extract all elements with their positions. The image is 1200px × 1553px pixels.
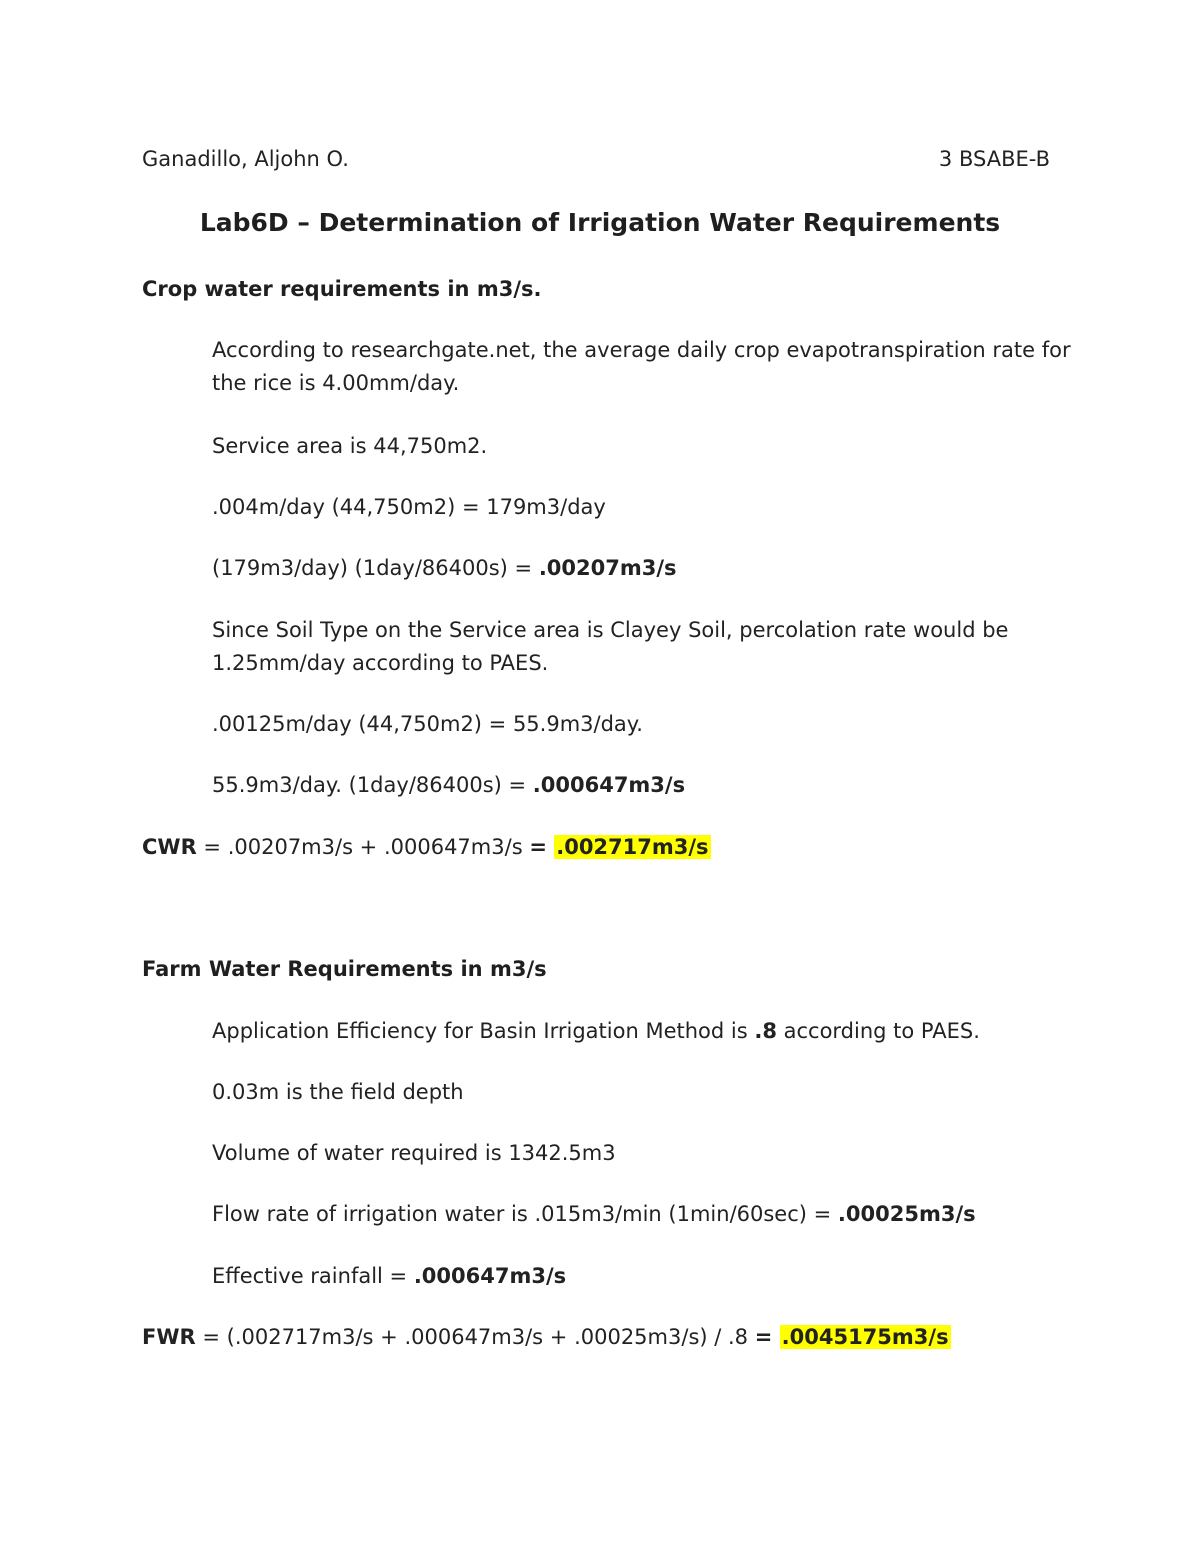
crop-percolation-conversion (212, 773, 685, 798)
cwr-equals: = (529, 835, 555, 859)
farm-effective-rainfall (212, 1264, 566, 1289)
farm-efficiency-text: Application Efficiency for Basin Irrigation Method is (212, 1019, 755, 1043)
fwr-label: FWR (142, 1325, 196, 1349)
farm-flow-rate (212, 1202, 976, 1227)
class-section: 3 BSABE-B (938, 147, 1050, 171)
cwr-label: CWR (142, 835, 197, 859)
farm-rainfall-label: Effective rainfall = (212, 1264, 414, 1288)
farm-flow-expression: Flow rate of irrigation water is .015m3/min (1min/60sec) = (212, 1202, 838, 1226)
crop-percolation-expression: 55.9m3/day. (1day/86400s) = (212, 773, 533, 797)
crop-heading: Crop water requirements in m3/s. (142, 277, 542, 301)
fwr-formula (142, 1325, 951, 1350)
farm-application-efficiency (212, 1019, 980, 1044)
student-name: Ganadillo, Aljohn O. (142, 147, 349, 171)
fwr-result: .0045175m3/s (781, 1325, 949, 1349)
crop-paragraph-percolation: Since Soil Type on the Service area is Clayey Soil, percolation rate would be 1.25mm/day according to PAES. (212, 618, 1009, 675)
crop-flow-expression: (179m3/day) (1day/86400s) = (212, 556, 539, 580)
crop-paragraph-et: According to researchgate.net, the average daily crop evapotranspiration rate for the rice is 4.00mm/day. (212, 338, 1071, 395)
crop-service-area: Service area is 44,750m2. (212, 434, 488, 458)
farm-flow-result: .00025m3/s (837, 1202, 976, 1226)
crop-percolation-volume: .00125m/day (44,750m2) = 55.9m3/day. (212, 712, 643, 736)
crop-flow-result: .00207m3/s (538, 556, 677, 580)
crop-flow-conversion (212, 556, 677, 581)
crop-daily-volume: .004m/day (44,750m2) = 179m3/day (212, 495, 606, 519)
cwr-result: .002717m3/s (556, 835, 709, 859)
cwr-expression: = .00207m3/s + .000647m3/s (196, 835, 530, 859)
fwr-equals: = (754, 1325, 780, 1349)
farm-rainfall-result: .000647m3/s (413, 1264, 567, 1288)
farm-heading: Farm Water Requirements in m3/s (142, 957, 547, 981)
crop-percolation-result: .000647m3/s (532, 773, 686, 797)
farm-efficiency-tail: according to PAES. (776, 1019, 980, 1043)
cwr-formula (142, 835, 711, 860)
farm-water-volume: Volume of water required is 1342.5m3 (212, 1141, 616, 1165)
document-title: Lab6D – Determination of Irrigation Water Requirements (199, 208, 1001, 237)
farm-efficiency-value: .8 (754, 1019, 777, 1043)
fwr-expression: = (.002717m3/s + .000647m3/s + .00025m3/s) / .8 (195, 1325, 755, 1349)
farm-field-depth: 0.03m is the field depth (212, 1080, 464, 1104)
